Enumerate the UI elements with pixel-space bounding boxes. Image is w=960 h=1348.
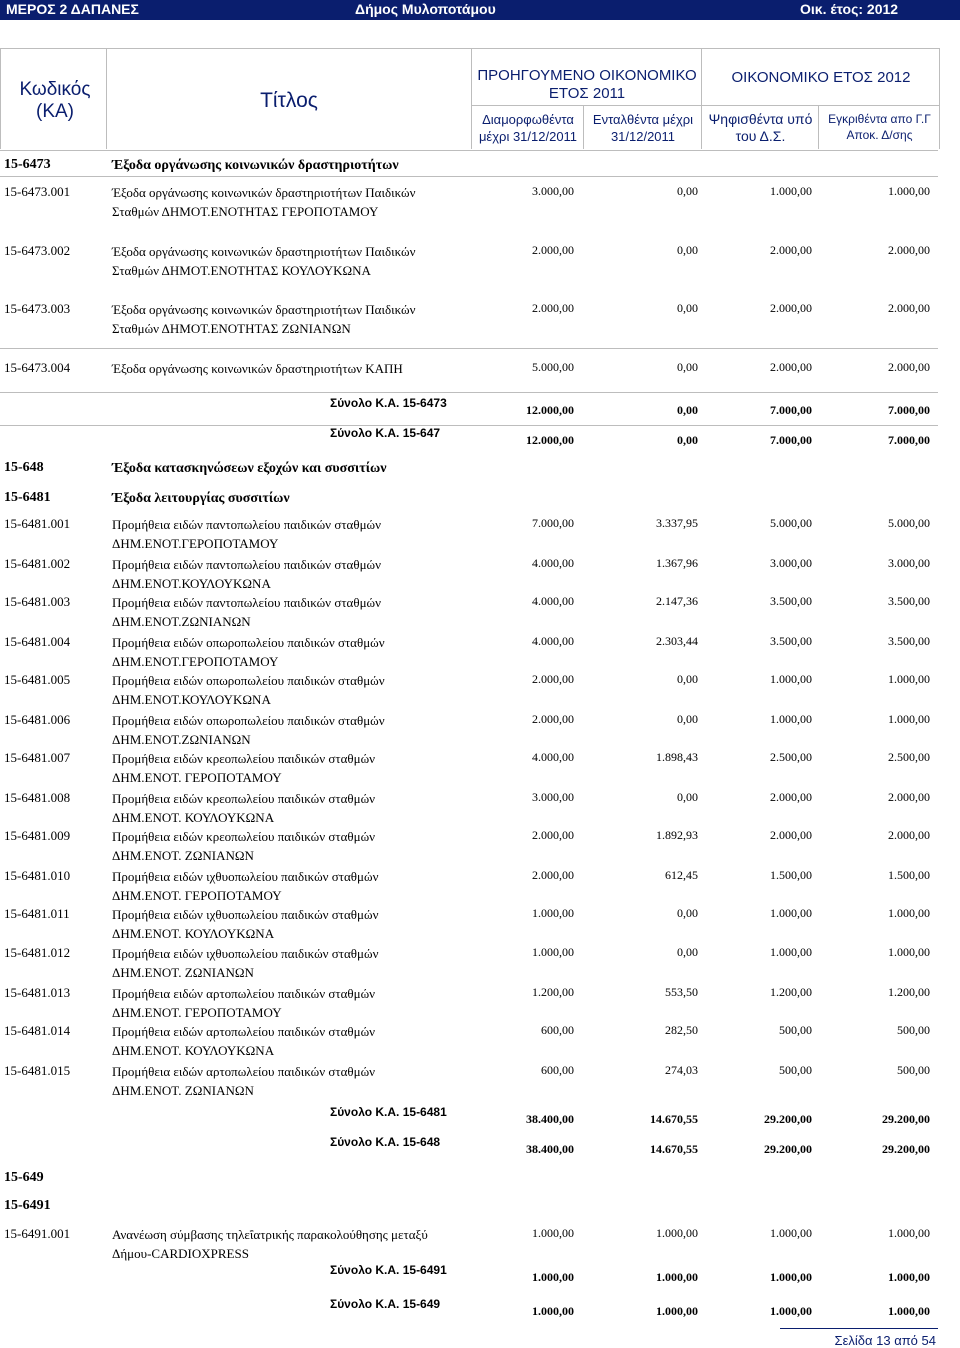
account-title: Προμήθεια ειδών αρτοπωλείου παιδικών σταθμών ΔΗΜ.ΕΝΟΤ. ΖΩΝΙΑΝΩΝ (112, 1064, 376, 1098)
fiscal-year: Οικ. έτος: 2012 (800, 1, 899, 17)
total-label: Σύνολο Κ.Α. 15-649 (330, 1297, 441, 1311)
value-formed: 1.000,00 (532, 1270, 574, 1284)
value-approved: 2.000,00 (888, 790, 930, 804)
value-approved: 1.000,00 (888, 712, 930, 726)
value-approved: 1.000,00 (888, 1226, 930, 1240)
row-divider (0, 150, 938, 151)
total-label: Σύνολο Κ.Α. 15-647 (330, 426, 441, 440)
value-formed: 1.000,00 (532, 906, 574, 920)
value-formed: 2.000,00 (532, 868, 574, 882)
value-voted: 500,00 (779, 1063, 812, 1077)
value-formed: 12.000,00 (526, 403, 574, 417)
value-approved: 1.000,00 (888, 1270, 930, 1284)
footer-rule (780, 1328, 938, 1329)
value-paid: 0,00 (677, 433, 698, 447)
value-voted: 2.000,00 (770, 360, 812, 374)
value-voted: 2.500,00 (770, 750, 812, 764)
value-formed: 1.200,00 (532, 985, 574, 999)
value-formed: 4.000,00 (532, 594, 574, 608)
value-formed: 38.400,00 (526, 1112, 574, 1126)
value-approved: 500,00 (897, 1023, 930, 1037)
account-title: Προμήθεια ειδών κρεοπωλείου παιδικών σταθμών ΔΗΜ.ΕΝΟΤ. ΖΩΝΙΑΝΩΝ (112, 829, 376, 863)
value-approved: 3.500,00 (888, 594, 930, 608)
value-paid: 14.670,55 (650, 1112, 698, 1126)
value-formed: 4.000,00 (532, 750, 574, 764)
value-approved: 500,00 (897, 1063, 930, 1077)
account-title: Προμήθεια ειδών οπωροπωλείου παιδικών σταθμών ΔΗΜ.ΕΝΟΤ.ΖΩΝΙΑΝΩΝ (112, 713, 385, 747)
value-approved: 3.500,00 (888, 634, 930, 648)
account-code: 15-6481.011 (4, 906, 70, 921)
account-code: 15-6481.010 (4, 868, 71, 883)
row-divider (0, 392, 938, 393)
account-code: 15-6491 (4, 1198, 51, 1213)
value-paid: 2.303,44 (656, 634, 698, 648)
value-approved: 1.200,00 (888, 985, 930, 999)
value-formed: 3.000,00 (532, 790, 574, 804)
value-formed: 2.000,00 (532, 672, 574, 686)
total-label: Σύνολο Κ.Α. 15-648 (330, 1135, 441, 1149)
account-title: Έξοδα οργάνωσης κοινωνικών δραστηριοτήτων ΚΑΠΗ (112, 361, 403, 376)
total-label: Σύνολο Κ.Α. 15-6473 (330, 396, 447, 410)
value-paid: 612,45 (665, 868, 698, 882)
value-approved: 2.000,00 (888, 243, 930, 257)
value-voted: 1.000,00 (770, 1304, 812, 1318)
account-code: 15-6481.009 (4, 828, 71, 843)
value-paid: 2.147,36 (656, 594, 698, 608)
value-approved: 1.000,00 (888, 672, 930, 686)
value-paid: 3.337,95 (656, 516, 698, 530)
value-paid: 0,00 (677, 945, 698, 959)
account-title: Προμήθεια ειδών οπωροπωλείου παιδικών σταθμών ΔΗΜ.ΕΝΟΤ.ΓΕΡΟΠΟΤΑΜΟΥ (112, 635, 385, 669)
value-paid: 1.000,00 (656, 1226, 698, 1240)
header-col1: Διαμορφωθέντα μέχρι 31/12/2011 (478, 112, 578, 144)
account-title: Προμήθεια ειδών ιχθυοπωλείου παιδικών σταθμών ΔΗΜ.ΕΝΟΤ. ΖΩΝΙΑΝΩΝ (112, 946, 379, 980)
value-paid: 274,03 (665, 1063, 698, 1077)
value-voted: 7.000,00 (770, 433, 812, 447)
top-bar (0, 0, 960, 20)
account-title: Προμήθεια ειδών ιχθυοπωλείου παιδικών σταθμών ΔΗΜ.ΕΝΟΤ. ΚΟΥΛΟΥΚΩΝΑ (112, 907, 379, 941)
value-approved: 3.000,00 (888, 556, 930, 570)
value-voted: 500,00 (779, 1023, 812, 1037)
account-title: Προμήθεια ειδών παντοπωλείου παιδικών σταθμών ΔΗΜ.ΕΝΟΤ.ΖΩΝΙΑΝΩΝ (112, 595, 381, 629)
account-title: Έξοδα οργάνωσης κοινωνικών δραστηριοτήτων Παιδικών Σταθμών ΔΗΜΟΤ.ΕΝΟΤΗΤΑΣ ΓΕΡΟΠΟΤΑΜΟΥ (112, 185, 416, 219)
account-title: Έξοδα κατασκηνώσεων εξοχών και συσσιτίων (112, 461, 387, 476)
value-formed: 4.000,00 (532, 556, 574, 570)
header-col4: Εγκριθέντα απο Γ.Γ Αποκ. Δ/σης (828, 112, 931, 142)
value-approved: 29.200,00 (882, 1112, 930, 1126)
table-header (0, 48, 940, 149)
value-approved: 1.000,00 (888, 184, 930, 198)
header-cur-year: ΟΙΚΟΝΟΜΙΚΟ ΕΤΟΣ 2012 (731, 69, 911, 86)
total-label: Σύνολο Κ.Α. 15-6481 (330, 1105, 447, 1119)
account-title: Έξοδα οργάνωσης κοινωνικών δραστηριοτήτων Παιδικών Σταθμών ΔΗΜΟΤ.ΕΝΟΤΗΤΑΣ ΖΩΝΙΑΝΩΝ (112, 302, 416, 336)
value-formed: 600,00 (541, 1063, 574, 1077)
value-formed: 7.000,00 (532, 516, 574, 530)
account-title: Προμήθεια ειδών κρεοπωλείου παιδικών σταθμών ΔΗΜ.ΕΝΟΤ. ΓΕΡΟΠΟΤΑΜΟΥ (112, 751, 376, 785)
value-paid: 14.670,55 (650, 1142, 698, 1156)
row-divider (0, 348, 938, 349)
value-voted: 2.000,00 (770, 828, 812, 842)
header-code: Κωδικός (ΚΑ) (19, 79, 91, 122)
account-title: Προμήθεια ειδών παντοπωλείου παιδικών σταθμών ΔΗΜ.ΕΝΟΤ.ΚΟΥΛΟΥΚΩΝΑ (112, 557, 381, 591)
value-approved: 7.000,00 (888, 433, 930, 447)
value-paid: 0,00 (677, 301, 698, 315)
value-formed: 12.000,00 (526, 433, 574, 447)
value-formed: 4.000,00 (532, 634, 574, 648)
header-col2: Ενταλθέντα μέχρι 31/12/2011 (592, 112, 694, 144)
account-code: 15-6491.001 (4, 1226, 71, 1241)
account-code: 15-6481.006 (4, 712, 71, 727)
value-formed: 2.000,00 (532, 301, 574, 315)
value-approved: 2.000,00 (888, 301, 930, 315)
value-paid: 1.367,96 (656, 556, 698, 570)
value-paid: 1.892,93 (656, 828, 698, 842)
header-title: Τίτλος (260, 89, 318, 112)
value-paid: 553,50 (665, 985, 698, 999)
value-paid: 0,00 (677, 243, 698, 257)
value-voted: 1.000,00 (770, 184, 812, 198)
value-formed: 1.000,00 (532, 1304, 574, 1318)
value-formed: 3.000,00 (532, 184, 574, 198)
value-voted: 2.000,00 (770, 790, 812, 804)
account-code: 15-6481.012 (4, 945, 71, 960)
value-paid: 0,00 (677, 712, 698, 726)
value-approved: 29.200,00 (882, 1142, 930, 1156)
account-code: 15-6473 (4, 157, 51, 172)
value-formed: 5.000,00 (532, 360, 574, 374)
account-code: 15-6473.003 (4, 301, 71, 316)
value-voted: 2.000,00 (770, 301, 812, 315)
account-code: 15-6481.013 (4, 985, 71, 1000)
value-formed: 1.000,00 (532, 1226, 574, 1240)
account-title: Έξοδα λειτουργίας συσσιτίων (112, 491, 290, 506)
account-code: 15-6481.004 (4, 634, 71, 649)
value-voted: 1.200,00 (770, 985, 812, 999)
account-code: 15-6473.002 (4, 243, 71, 258)
account-code: 15-649 (4, 1170, 44, 1185)
value-paid: 1.000,00 (656, 1304, 698, 1318)
value-approved: 2.000,00 (888, 360, 930, 374)
value-paid: 0,00 (677, 906, 698, 920)
value-voted: 29.200,00 (764, 1112, 812, 1126)
account-code: 15-6481.015 (4, 1063, 71, 1078)
account-code: 15-6481.003 (4, 594, 71, 609)
value-approved: 5.000,00 (888, 516, 930, 530)
account-title: Προμήθεια ειδών οπωροπωλείου παιδικών σταθμών ΔΗΜ.ΕΝΟΤ.ΚΟΥΛΟΥΚΩΝΑ (112, 673, 385, 707)
value-voted: 1.000,00 (770, 906, 812, 920)
value-approved: 1.000,00 (888, 945, 930, 959)
account-title: Προμήθεια ειδών ιχθυοπωλείου παιδικών σταθμών ΔΗΜ.ΕΝΟΤ. ΓΕΡΟΠΟΤΑΜΟΥ (112, 869, 379, 903)
value-formed: 2.000,00 (532, 243, 574, 257)
account-title: Έξοδα οργάνωσης κοινωνικών δραστηριοτήτων (112, 158, 399, 173)
account-code: 15-6481.008 (4, 790, 71, 805)
account-title: Προμήθεια ειδών αρτοπωλείου παιδικών σταθμών ΔΗΜ.ΕΝΟΤ. ΓΕΡΟΠΟΤΑΜΟΥ (112, 986, 376, 1020)
account-title: Ανανέωση σύμβασης τηλεΐατρικής παρακολούθησης μεταξύ Δήμου-CARDIOXPRESS (112, 1227, 428, 1261)
value-approved: 1.000,00 (888, 906, 930, 920)
value-paid: 282,50 (665, 1023, 698, 1037)
value-approved: 1.000,00 (888, 1304, 930, 1318)
value-voted: 29.200,00 (764, 1142, 812, 1156)
value-voted: 1.000,00 (770, 712, 812, 726)
value-voted: 1.000,00 (770, 672, 812, 686)
value-approved: 2.500,00 (888, 750, 930, 764)
value-approved: 7.000,00 (888, 403, 930, 417)
value-voted: 1.000,00 (770, 945, 812, 959)
account-code: 15-6473.004 (4, 360, 71, 375)
account-code: 15-6481 (4, 490, 51, 505)
value-formed: 2.000,00 (532, 712, 574, 726)
account-title: Έξοδα οργάνωσης κοινωνικών δραστηριοτήτων Παιδικών Σταθμών ΔΗΜΟΤ.ΕΝΟΤΗΤΑΣ ΚΟΥΛΟΥΚΩΝΑ (112, 244, 416, 278)
value-voted: 2.000,00 (770, 243, 812, 257)
value-formed: 600,00 (541, 1023, 574, 1037)
account-code: 15-6481.007 (4, 750, 71, 765)
value-paid: 0,00 (677, 790, 698, 804)
account-title: Προμήθεια ειδών παντοπωλείου παιδικών σταθμών ΔΗΜ.ΕΝΟΤ.ΓΕΡΟΠΟΤΑΜΟΥ (112, 517, 381, 551)
value-formed: 38.400,00 (526, 1142, 574, 1156)
value-paid: 1.000,00 (656, 1270, 698, 1284)
value-voted: 1.000,00 (770, 1270, 812, 1284)
row-divider (0, 425, 938, 426)
value-voted: 3.500,00 (770, 594, 812, 608)
account-code: 15-6481.005 (4, 672, 71, 687)
value-approved: 2.000,00 (888, 828, 930, 842)
account-code: 15-6481.002 (4, 556, 71, 571)
value-voted: 7.000,00 (770, 403, 812, 417)
value-approved: 1.500,00 (888, 868, 930, 882)
account-title: Προμήθεια ειδών αρτοπωλείου παιδικών σταθμών ΔΗΜ.ΕΝΟΤ. ΚΟΥΛΟΥΚΩΝΑ (112, 1024, 376, 1058)
value-formed: 2.000,00 (532, 828, 574, 842)
value-paid: 1.898,43 (656, 750, 698, 764)
value-voted: 1.000,00 (770, 1226, 812, 1240)
value-paid: 0,00 (677, 403, 698, 417)
value-paid: 0,00 (677, 184, 698, 198)
value-voted: 5.000,00 (770, 516, 812, 530)
value-voted: 1.500,00 (770, 868, 812, 882)
municipality-name: Δήμος Μυλοποτάμου (355, 1, 496, 17)
header-prev-year: ΠΡΟΗΓΟΥΜΕΝΟ ΟΙΚΟΝΟΜΙΚΟ ΕΤΟΣ 2011 (477, 67, 697, 102)
value-formed: 1.000,00 (532, 945, 574, 959)
header-col3: Ψηφισθέντα υπό του Δ.Σ. (708, 111, 813, 144)
value-paid: 0,00 (677, 360, 698, 374)
value-voted: 3.500,00 (770, 634, 812, 648)
value-paid: 0,00 (677, 672, 698, 686)
account-code: 15-6481.014 (4, 1023, 71, 1038)
section-label: ΜΕΡΟΣ 2 ΔΑΠΑΝΕΣ (6, 1, 139, 17)
value-voted: 3.000,00 (770, 556, 812, 570)
account-code: 15-6473.001 (4, 184, 71, 199)
account-code: 15-648 (4, 460, 44, 475)
account-code: 15-6481.001 (4, 516, 71, 531)
page-footer: Σελίδα 13 από 54 (834, 1333, 936, 1348)
account-title: Προμήθεια ειδών κρεοπωλείου παιδικών σταθμών ΔΗΜ.ΕΝΟΤ. ΚΟΥΛΟΥΚΩΝΑ (112, 791, 376, 825)
total-label: Σύνολο Κ.Α. 15-6491 (330, 1263, 447, 1277)
row-divider (0, 176, 938, 177)
